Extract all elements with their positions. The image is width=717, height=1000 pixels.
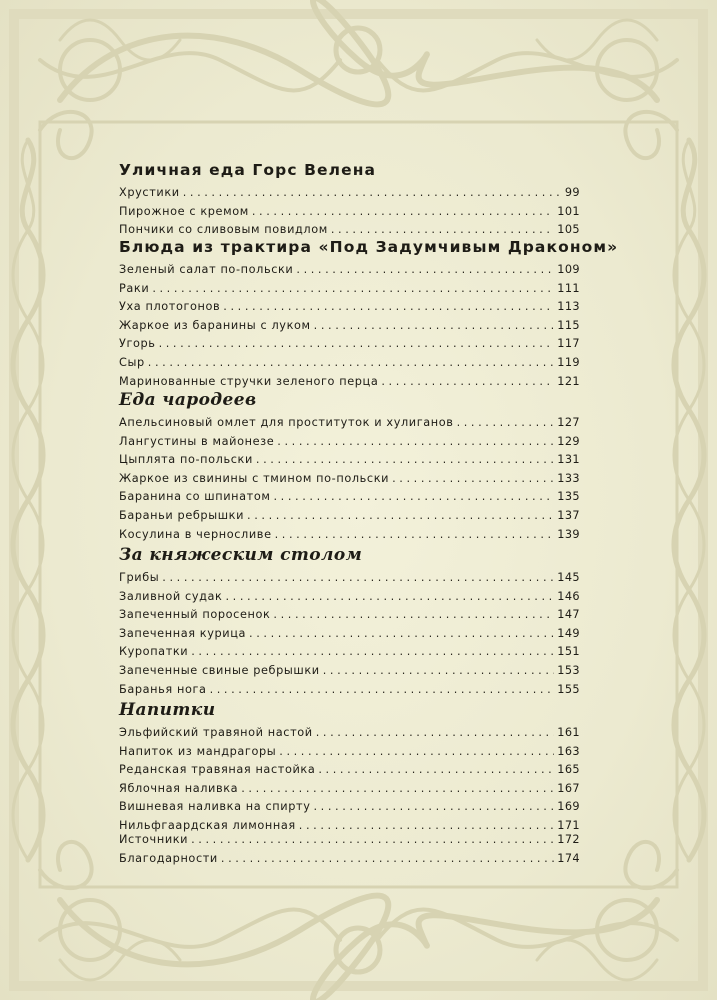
toc-section (119, 160, 580, 237)
dot-leader (162, 569, 554, 588)
dot-leader (252, 203, 554, 222)
dot-leader (225, 588, 554, 607)
toc-entry[interactable] (119, 606, 580, 625)
toc-entry[interactable] (119, 373, 580, 392)
entry-label: Раки (119, 281, 150, 295)
dot-leader (148, 354, 554, 373)
dot-leader (183, 184, 562, 203)
dot-leader (191, 831, 554, 850)
dot-leader (221, 850, 554, 869)
entry-label: Нильфгаардская лимонная (119, 818, 296, 832)
toc-entry[interactable] (119, 724, 580, 743)
toc-entry[interactable] (119, 761, 580, 780)
entry-label: Уха плотогонов (119, 300, 221, 314)
section-title: Уличная еда Горс Велена (119, 161, 377, 179)
dot-leader (316, 724, 555, 743)
entry-label: Вишневая наливка на спирту (119, 800, 311, 814)
dot-leader (191, 643, 554, 662)
toc-entry[interactable] (119, 470, 580, 489)
dot-leader (256, 451, 554, 470)
page-number: 147 (557, 608, 580, 622)
page-number: 155 (557, 682, 580, 696)
dot-leader (381, 373, 554, 392)
page-number: 135 (557, 490, 580, 504)
toc-entry[interactable] (119, 662, 580, 681)
page-number: 167 (557, 781, 580, 795)
page-number: 105 (557, 223, 580, 237)
toc-entry[interactable] (119, 798, 580, 817)
section-title: Еда чародеев (119, 390, 257, 410)
page-number: 171 (557, 818, 580, 832)
page-number: 139 (557, 527, 580, 541)
toc-entry[interactable] (119, 681, 580, 700)
entry-label: Бараньи ребрышки (119, 508, 245, 522)
entries-list (119, 261, 580, 391)
dot-leader (159, 335, 555, 354)
toc-entry[interactable] (119, 850, 580, 869)
entry-label: Жаркое из свинины с тмином по-польски (119, 471, 390, 485)
entry-label: Сыр (119, 355, 145, 369)
toc-section (119, 700, 580, 831)
entry-label: Хрустики (119, 186, 180, 199)
section-title: Напитки (119, 700, 216, 720)
toc-entry[interactable] (119, 625, 580, 644)
entry-label: Эльфийский травяной настой (119, 726, 313, 739)
entry-label: Заливной судак (119, 589, 223, 603)
entry-label: Маринованные стручки зеленого перца (119, 374, 379, 388)
dot-leader (273, 606, 554, 625)
page-number: 101 (557, 204, 580, 218)
toc-entry[interactable] (119, 280, 580, 299)
toc-section (119, 237, 619, 390)
toc-entry[interactable] (119, 526, 580, 545)
page-number: 153 (557, 663, 580, 677)
entry-label: Пончики со сливовым повидлом (119, 223, 328, 237)
entry-label: Косулина в черносливе (119, 527, 272, 541)
entry-label: Цыплята по-польски (119, 453, 253, 467)
section-title: За княжеским столом (119, 545, 363, 565)
dot-leader (210, 681, 555, 700)
entry-label: Запеченный поросенок (119, 608, 271, 622)
toc-entry[interactable] (119, 488, 580, 507)
entry-label: Запеченные свиные ребрышки (119, 663, 320, 677)
entries-list (119, 569, 580, 699)
dot-leader (247, 507, 554, 526)
page-number: 99 (564, 186, 580, 199)
table-of-contents (119, 160, 619, 868)
dot-leader (392, 470, 554, 489)
entry-label: Баранья нога (119, 682, 207, 696)
page-number: 161 (557, 726, 580, 739)
toc-entry[interactable] (119, 588, 580, 607)
entry-label: Грибы (119, 571, 160, 584)
dot-leader (241, 780, 554, 799)
entry-label: Запеченная курица (119, 626, 247, 640)
entries-list (119, 724, 580, 836)
page-number: 115 (557, 318, 580, 332)
page-number: 137 (557, 508, 580, 522)
entry-label: Баранина со шпинатом (119, 490, 271, 504)
entry-label: Лангустины в майонезе (119, 434, 275, 448)
page-number: 119 (557, 355, 580, 369)
page-number: 113 (557, 300, 580, 314)
toc-entry[interactable] (119, 414, 580, 433)
toc-entry[interactable] (119, 643, 580, 662)
page-number: 145 (557, 571, 580, 584)
page-number: 151 (557, 645, 580, 659)
toc-entry[interactable] (119, 780, 580, 799)
entry-label: Источники (119, 833, 189, 846)
dot-leader (457, 414, 555, 433)
entry-label: Напиток из мандрагоры (119, 744, 277, 758)
dot-leader (296, 261, 554, 280)
entry-label: Пирожное с кремом (119, 204, 249, 218)
dot-leader (152, 280, 554, 299)
entry-label: Зеленый салат по-польски (119, 263, 294, 276)
toc-entry[interactable] (119, 507, 580, 526)
toc-entry[interactable] (119, 261, 580, 280)
appendix-list (119, 831, 580, 868)
page-number: 172 (557, 833, 580, 846)
page-number: 131 (557, 453, 580, 467)
toc-section (119, 545, 580, 700)
toc-entry[interactable] (119, 743, 580, 762)
entry-label: Куропатки (119, 645, 189, 659)
toc-entry[interactable] (119, 317, 580, 336)
page-number: 109 (557, 263, 580, 276)
page-number: 174 (557, 851, 580, 865)
page-number: 117 (557, 337, 580, 351)
entries-list (119, 414, 580, 544)
dot-leader (274, 488, 555, 507)
entry-label: Благодарности (119, 851, 218, 865)
page-number: 149 (557, 626, 580, 640)
page-number: 163 (557, 744, 580, 758)
toc-entry[interactable] (119, 298, 580, 317)
dot-leader (275, 526, 555, 545)
entries-list (119, 184, 580, 240)
dot-leader (249, 625, 554, 644)
page-number: 127 (557, 416, 580, 429)
toc-entry[interactable] (119, 433, 580, 452)
section-title: Блюда из трактира «Под Задумчивым Драконом» (119, 238, 619, 256)
toc-entry[interactable] (119, 569, 580, 588)
entry-label: Яблочная наливка (119, 781, 239, 795)
page-number: 129 (557, 434, 580, 448)
dot-leader (277, 433, 554, 452)
entry-label: Реданская травяная настойка (119, 763, 316, 777)
dot-leader (314, 317, 555, 336)
dot-leader (279, 743, 554, 762)
toc-entry[interactable] (119, 184, 580, 203)
toc-entry[interactable] (119, 354, 580, 373)
dot-leader (323, 662, 555, 681)
toc-entry[interactable] (119, 451, 580, 470)
entry-label: Угорь (119, 337, 156, 351)
dot-leader (318, 761, 554, 780)
page-number: 169 (557, 800, 580, 814)
toc-entry[interactable] (119, 203, 580, 222)
page-number: 133 (557, 471, 580, 485)
dot-leader (313, 798, 554, 817)
dot-leader (223, 298, 554, 317)
page-number: 121 (557, 374, 580, 388)
entry-label: Апельсиновый омлет для проституток и хулиганов (119, 416, 454, 429)
page-number: 111 (557, 281, 580, 295)
toc-section (119, 390, 580, 545)
toc-entry[interactable] (119, 335, 580, 354)
page-number: 146 (557, 589, 580, 603)
entry-label: Жаркое из баранины с луком (119, 318, 311, 332)
page-number: 165 (557, 763, 580, 777)
